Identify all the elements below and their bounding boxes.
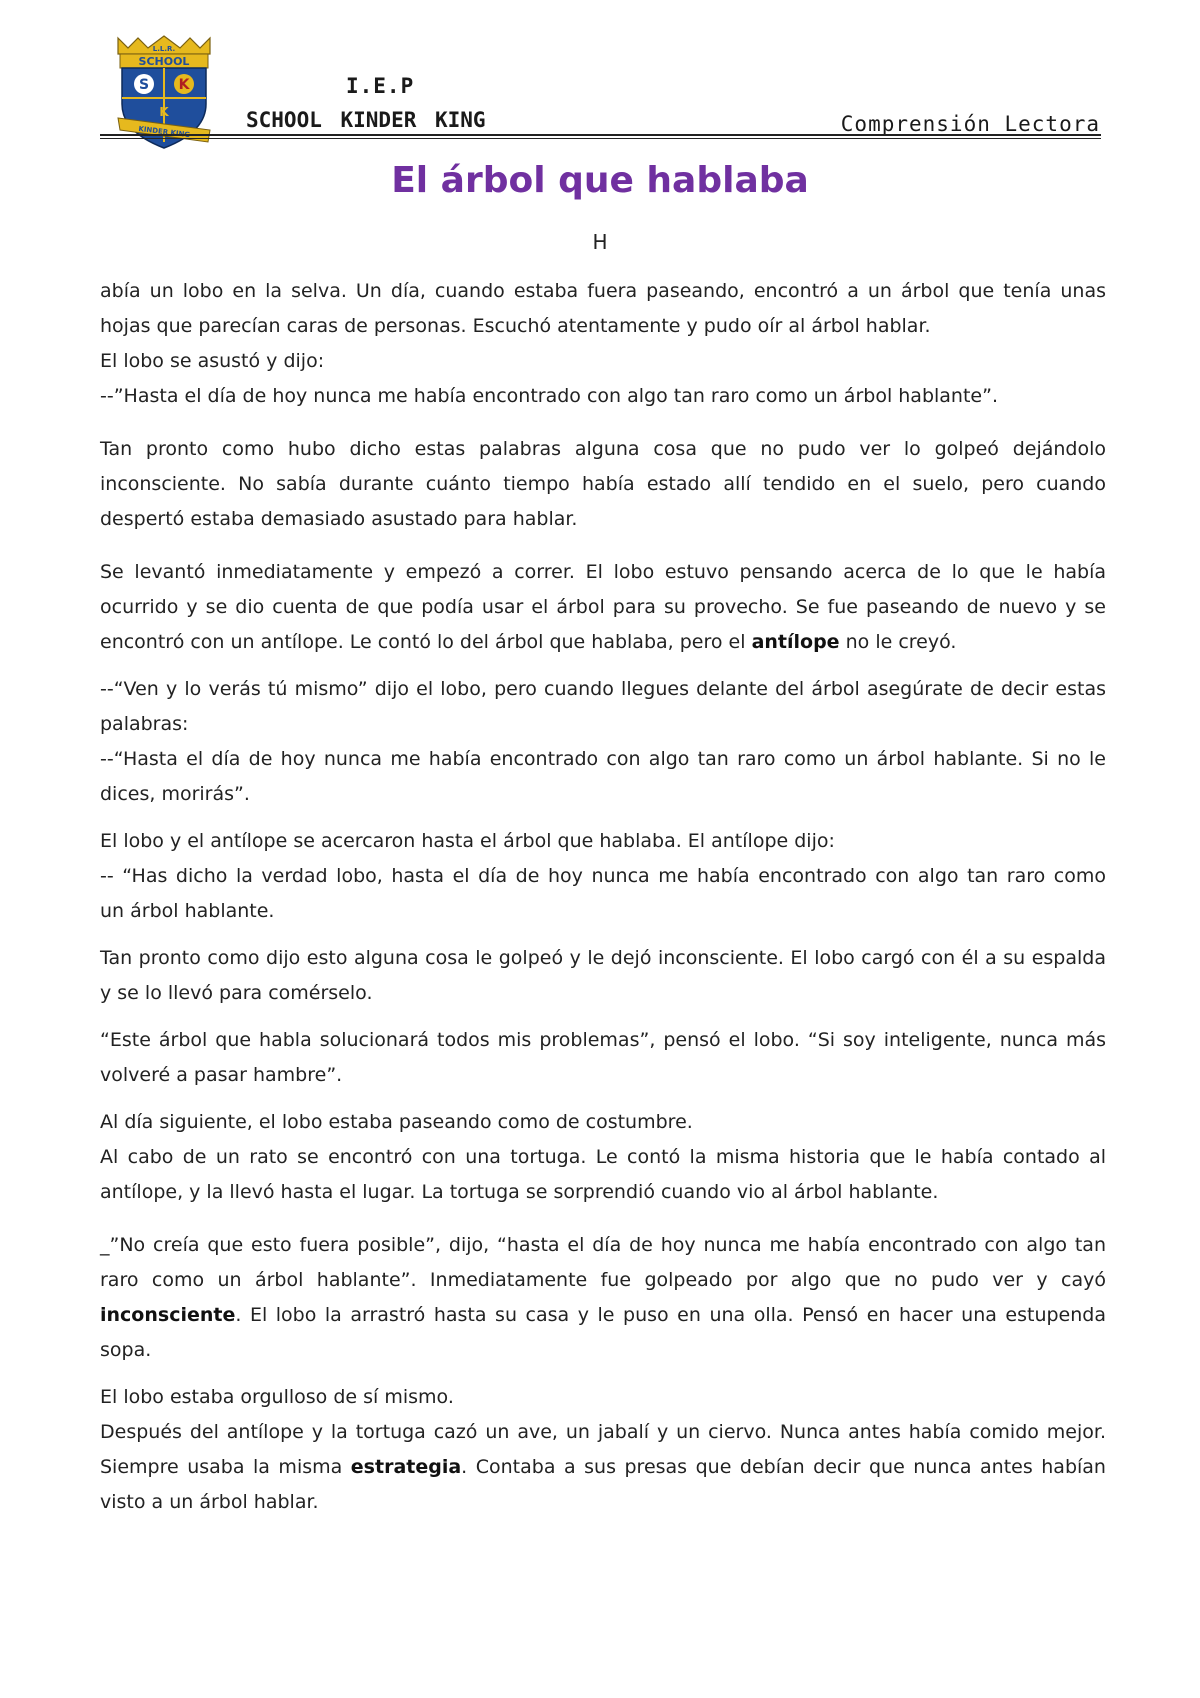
header-rule-thin xyxy=(100,138,1101,139)
header-rule xyxy=(100,134,1101,136)
logo-top-text: L.L.R. xyxy=(152,45,176,53)
paragraph-2: Tan pronto como hubo dicho estas palabras alguna cosa que no pudo ver lo golpeó dejándolo inconsciente. No sabía durante cuánto tiempo había estado allí tendido en el suelo, pero cuando despertó estaba demasiado asustado para hablar. xyxy=(100,438,1106,530)
paragraph-4: --“Ven y lo verás tú mismo” dijo el lobo, pero cuando llegues delante del árbol asegúrate de decir estas palabras: --“Hasta el día de hoy nunca me había encontrado con algo tan raro como un árbol hablante. Si no le dices, morirás”. xyxy=(100,678,1106,805)
logo-letter-k2: K xyxy=(159,105,169,119)
logo-letter-k1: K xyxy=(178,77,190,93)
paragraph-10: El lobo estaba orgulloso de sí mismo. Después del antílope y la tortuga cazó un ave, un jabalí y un ciervo. Nunca antes había comido mejor. Siempre usaba la misma estrategia. Contaba a sus presas que debían decir que nunca antes habían visto a un árbol hablar. xyxy=(100,1386,1106,1513)
subject-label: Comprensión Lectora xyxy=(840,112,1100,136)
school-type: I.E.P xyxy=(346,74,415,98)
paragraph-8: Al día siguiente, el lobo estaba paseando como de costumbre. Al cabo de un rato se encontró con una tortuga. Le contó la misma historia que le había contado al antílope, y la llevó hasta el lugar. La tortuga se sorprendió cuando vio al árbol hablante. xyxy=(100,1111,1106,1203)
paragraph-3: Se levantó inmediatamente y empezó a correr. El lobo estuvo pensando acerca de lo que le había ocurrido y se dio cuenta de que podía usar el árbol para su provecho. Se fue paseando de nuevo y se encontró con un antílope. Le contó lo del árbol que hablaba, pero el antílope no le creyó. xyxy=(100,561,1106,653)
bold-word-antilope: antílope xyxy=(751,631,840,653)
paragraph-1: abía un lobo en la selva. Un día, cuando estaba fuera paseando, encontró a un árbol que tenía unas hojas que parecían caras de personas. Escuchó atentamente y pudo oír al árbol hablar. El lobo se asustó y dijo: --”Hasta el día de hoy nunca me había encontrado con algo tan raro como un árbol hablante”. xyxy=(100,280,1106,407)
paragraph-6: Tan pronto como dijo esto alguna cosa le golpeó y le dejó inconsciente. El lobo cargó con él a su espalda y se lo llevó para comérselo. xyxy=(100,947,1106,1004)
paragraph-7: “Este árbol que habla solucionará todos mis problemas”, pensó el lobo. “Si soy inteligente, nunca más volveré a pasar hambre”. xyxy=(100,1029,1106,1086)
story-body xyxy=(100,274,1131,1538)
school-name: SCHOOL KINDER KING xyxy=(246,108,486,132)
logo-ribbon-text: KINDER KING xyxy=(137,124,191,140)
story-title: El árbol que hablaba xyxy=(391,160,809,201)
paragraph-5: El lobo y el antílope se acercaron hasta el árbol que hablaba. El antílope dijo: -- “Has dicho la verdad lobo, hasta el día de hoy nunca me había encontrado con algo tan raro como un árbol hablante. xyxy=(100,830,1131,922)
paragraph-9: _”No creía que esto fuera posible”, dijo, “hasta el día de hoy nunca me había encontrado con algo tan raro como un árbol hablante”. Inmediatamente fue golpeado por algo que no pudo ver y cayó inconsciente. El lobo la arrastró hasta su casa y le puso en una olla. Pensó en hacer una estupenda sopa. xyxy=(100,1234,1106,1361)
drop-cap-letter: H xyxy=(592,230,608,254)
logo-letter-s: S xyxy=(138,77,150,93)
bold-word-inconsciente: inconsciente xyxy=(100,1304,236,1326)
bold-word-estrategia: estrategia xyxy=(350,1456,462,1478)
logo-banner-text: SCHOOL xyxy=(138,55,190,68)
